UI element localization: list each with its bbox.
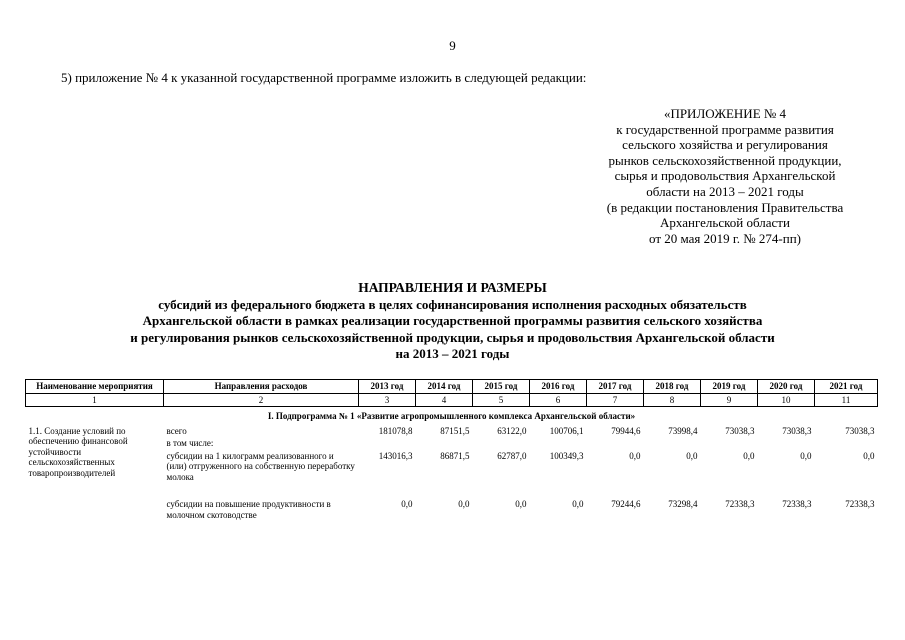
value-cell: 73038,3: [725, 425, 755, 436]
column-header: 2014 год: [416, 380, 473, 394]
value-cell: 0,0: [629, 450, 641, 461]
value-cell: [758, 437, 815, 450]
value-cell: 0,0: [863, 450, 875, 461]
column-number: 1: [26, 393, 164, 407]
direction-cell: в том числе:: [166, 438, 214, 448]
value-cell: 0,0: [743, 450, 755, 461]
column-header: 2015 год: [473, 380, 530, 394]
appendix-line: сельского хозяйства и регулирования: [622, 137, 828, 153]
column-number: 9: [701, 393, 758, 407]
value-cell: 72338,3: [782, 499, 812, 509]
column-header: 2017 год: [587, 380, 644, 394]
value-cell: 100349,3: [549, 450, 584, 461]
value-cell: [644, 437, 701, 450]
value-cell: 79244,6: [611, 499, 641, 509]
measure-name: 1.1. Создание условий по обеспечению финансовой устойчивости сельскохозяйственных товаропроизводителей: [28, 425, 128, 478]
value-cell: [701, 437, 758, 450]
value-cell: [530, 437, 587, 450]
value-cell: 86871,5: [440, 450, 470, 461]
direction-cell: субсидии на повышение продуктивности в молочном скотоводстве: [166, 499, 331, 520]
column-header: 2013 год: [359, 380, 416, 394]
column-header: 2021 год: [815, 380, 878, 394]
value-cell: 73298,4: [668, 499, 698, 509]
column-header: 2020 год: [758, 380, 815, 394]
title-line: и регулирования рынков сельскохозяйственной продукции, сырья и продовольствия Архангельской области: [130, 329, 775, 345]
value-cell: [473, 437, 530, 450]
appendix-heading-block: [560, 106, 890, 246]
value-cell: 181078,8: [378, 425, 413, 436]
column-header: 2016 год: [530, 380, 587, 394]
column-number: 4: [416, 393, 473, 407]
value-cell: [359, 437, 416, 450]
column-number: 11: [815, 393, 878, 407]
column-number-row: [26, 393, 878, 407]
column-number: 2: [164, 393, 359, 407]
value-cell: 0,0: [458, 499, 470, 509]
value-cell: 87151,5: [440, 425, 470, 436]
column-header: Наименование мероприятия: [26, 380, 164, 394]
column-number: 3: [359, 393, 416, 407]
column-number: 8: [644, 393, 701, 407]
value-cell: 100706,1: [549, 425, 584, 436]
appendix-line: (в редакции постановления Правительства: [606, 199, 844, 215]
value-cell: 73038,3: [782, 425, 812, 436]
appendix-line: Архангельской области: [660, 215, 790, 231]
title-main: НАПРАВЛЕНИЯ И РАЗМЕРЫ: [358, 280, 547, 295]
value-cell: [416, 437, 473, 450]
value-cell: 72338,3: [725, 499, 755, 509]
title-line: Архангельской области в рамках реализации государственной программы развития сельского хозяйства: [142, 313, 763, 329]
value-cell: 72338,3: [845, 499, 875, 509]
column-number: 10: [758, 393, 815, 407]
value-cell: 63122,0: [497, 425, 527, 436]
column-number: 7: [587, 393, 644, 407]
page-number: 9: [449, 38, 456, 53]
column-number: 5: [473, 393, 530, 407]
value-cell: [587, 437, 644, 450]
value-cell: 73038,3: [845, 425, 875, 436]
column-header: 2018 год: [644, 380, 701, 394]
direction-cell: субсидии на 1 килограмм реализованного и (или) отгруженного на собственную переработку молока: [166, 450, 355, 482]
appendix-line: сырья и продовольствия Архангельской: [614, 168, 836, 184]
table-header-row: [26, 380, 878, 394]
column-header: Направления расходов: [164, 380, 359, 394]
section-title: I. Подпрограмма № 1 «Развитие агропромышленного комплекса Архангельской области»: [267, 411, 636, 421]
table-row: [26, 425, 878, 438]
appendix-line: области на 2013 – 2021 годы: [646, 183, 804, 199]
appendix-line: рынков сельскохозяйственной продукции,: [608, 152, 842, 168]
value-cell: 0,0: [515, 499, 527, 509]
value-cell: 143016,3: [378, 450, 413, 461]
intro-paragraph: 5) приложение № 4 к указанной государственной программе изложить в следующей редакции:: [61, 70, 587, 85]
column-header: 2019 год: [701, 380, 758, 394]
appendix-line: к государственной программе развития: [616, 121, 834, 137]
value-cell: [815, 437, 878, 450]
title-line: субсидий из федерального бюджета в целях софинансирования исполнения расходных обязательств: [158, 296, 747, 312]
value-cell: 0,0: [572, 499, 584, 509]
subsidy-table: [25, 379, 878, 521]
appendix-line: «ПРИЛОЖЕНИЕ № 4: [663, 106, 787, 121]
document-title: [40, 280, 865, 363]
value-cell: 73998,4: [668, 425, 698, 436]
value-cell: 0,0: [401, 499, 413, 509]
value-cell: 0,0: [800, 450, 812, 461]
title-line: на 2013 – 2021 годы: [395, 346, 510, 362]
value-cell: 62787,0: [497, 450, 527, 461]
direction-cell: всего: [166, 425, 187, 436]
value-cell: 0,0: [686, 450, 698, 461]
appendix-line: от 20 мая 2019 г. № 274-пп): [649, 230, 801, 246]
section-row: [26, 407, 878, 425]
value-cell: 79944,6: [611, 425, 641, 436]
column-number: 6: [530, 393, 587, 407]
